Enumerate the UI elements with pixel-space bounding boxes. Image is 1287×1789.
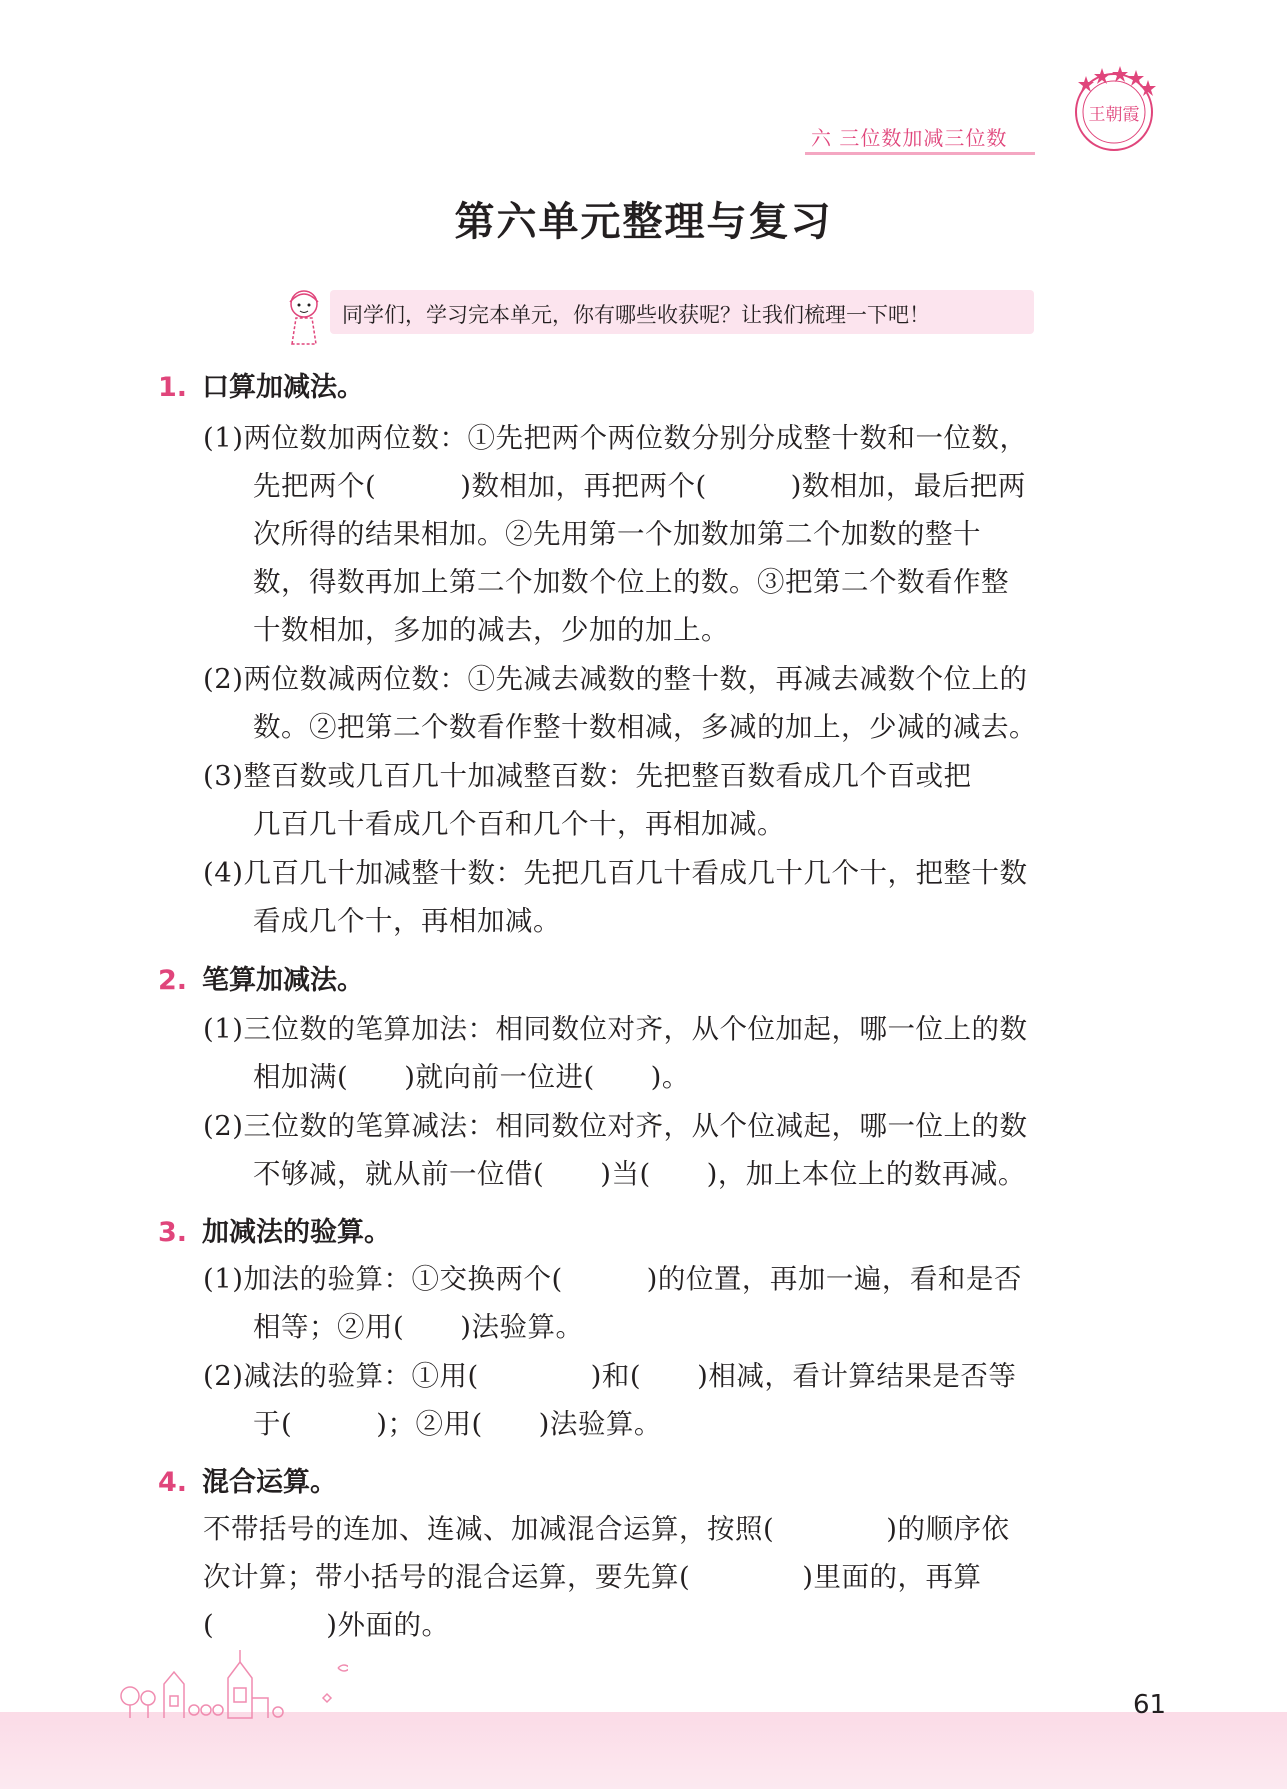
text-line: (1)加法的验算：①交换两个( )的位置，再加一遍，看和是否 [203,1263,1022,1295]
text-line: 不够减，就从前一位借( )当( )，加上本位上的数再减。 [253,1158,1026,1190]
text-line: 次计算；带小括号的混合运算，要先算( )里面的，再算 [203,1561,982,1593]
text-line: ( )外面的。 [203,1609,450,1641]
text-line: (2)两位数减两位数：①先减去减数的整十数，再减去减数个位上的 [203,663,1028,695]
section-title: 笔算加减法。 [202,965,364,996]
text-line: (2)减法的验算：①用( )和( )相减，看计算结果是否等 [203,1360,1017,1392]
section-2-heading [158,958,364,997]
text-line: 几百几十看成几个百和几个十，再相加减。 [253,808,785,840]
text-line: (4)几百几十加减整十数：先把几百几十看成几十几个十，把整十数 [203,857,1028,889]
page-title: 第六单元整理与复习 [454,199,833,245]
text-line: 数，得数再加上第二个加数个位上的数。③把第二个数看作整 [253,566,1009,598]
text-line: 于( )；②用( )法验算。 [253,1408,662,1440]
page-number: 61 [1133,1690,1167,1720]
text-line: 看成几个十，再相加减。 [253,905,561,937]
text-line: (2)三位数的笔算减法：相同数位对齐，从个位减起，哪一位上的数 [203,1110,1028,1142]
section-number: 2. [158,965,188,996]
section-title: 口算加减法。 [202,372,364,403]
intro-text: 同学们，学习完本单元，你有哪些收获呢？让我们梳理一下吧！ [342,303,930,327]
text-line: (1)三位数的笔算加法：相同数位对齐，从个位加起，哪一位上的数 [203,1013,1028,1045]
castle-decoration-icon [118,1648,348,1720]
text-line: 不带括号的连加、连减、加减混合运算，按照( )的顺序依 [203,1513,1010,1545]
student-mascot-icon [276,284,332,346]
text-line: (1)两位数加两位数：①先把两个两位数分别分成整十数和一位数， [203,422,1028,454]
section-number: 1. [158,372,188,403]
chapter-label: 六 三位数加减三位数 [811,126,1008,150]
text-line: 数。②把第二个数看作整十数相减，多减的加上，少减的减去。 [253,711,1037,743]
text-line: 相等；②用( )法验算。 [253,1311,584,1343]
section-title: 加减法的验算。 [202,1217,391,1248]
text-line: (3)整百数或几百几十加减整百数：先把整百数看成几个百或把 [203,760,972,792]
author-badge-logo [1068,62,1160,154]
text-line: 先把两个( )数相加，再把两个( )数相加，最后把两 [253,470,1026,502]
footer-band [0,1712,1287,1789]
section-number: 3. [158,1217,188,1248]
section-1-heading [158,365,364,404]
chapter-header [805,120,1035,155]
text-line: 十数相加，多加的减去，少加的加上。 [253,614,729,646]
section-4-heading [158,1460,337,1499]
text-line: 次所得的结果相加。②先用第一个加数加第二个加数的整十 [253,518,981,550]
section-3-heading [158,1210,391,1249]
text-line: 相加满( )就向前一位进( )。 [253,1061,690,1093]
intro-banner [330,290,1034,334]
badge-signature: 王朝霞 [1088,105,1140,125]
section-title: 混合运算。 [202,1467,337,1498]
section-number: 4. [158,1467,188,1498]
